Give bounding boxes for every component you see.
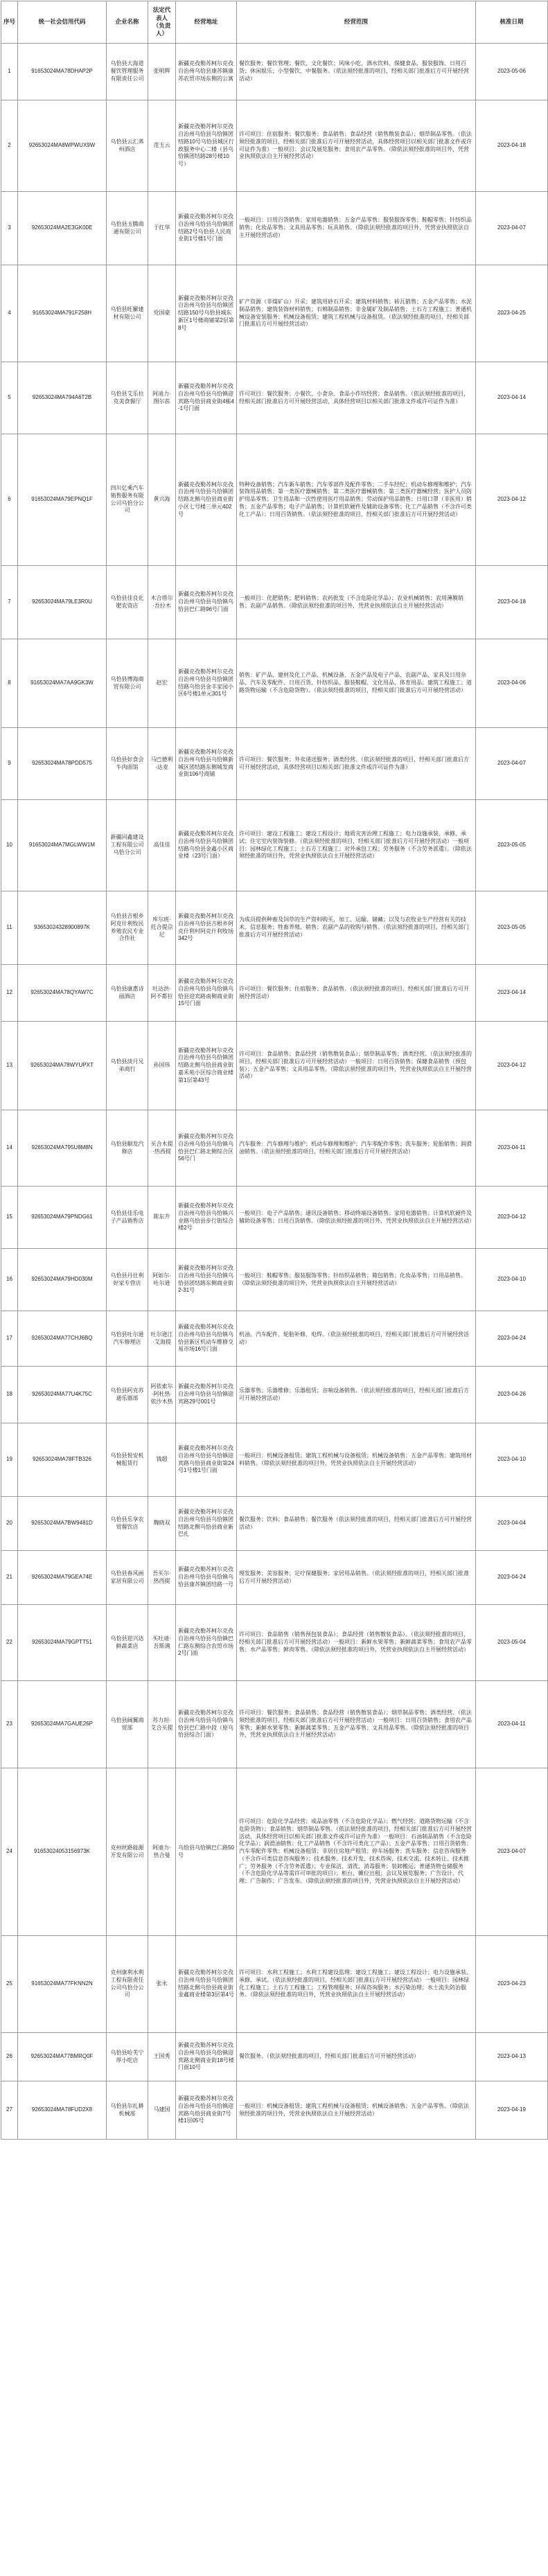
table-row <box>1 566 548 639</box>
cell-business-scope: 一般项目：机械设备租赁；建筑工程机械与设备租赁；机械设备销售；五金产品零售。（除依法须经批准的项目外，凭营业执照依法自主开展经营活动） <box>237 2081 476 2140</box>
cell-enterprise-name: 乌恰县哈芙宁厚小吃店 <box>107 2033 148 2081</box>
cell-seq: 5 <box>1 362 18 434</box>
cell-approval-date: 2023-04-10 <box>476 1249 548 1311</box>
cell-seq: 25 <box>1 1936 18 2033</box>
table-row <box>1 728 548 800</box>
table-row <box>1 1187 548 1249</box>
cell-credit-code: 92653024MA78FTB326 <box>18 1423 107 1497</box>
table-row <box>1 1605 548 1681</box>
cell-credit-code: 92653024MA79PNDG61 <box>18 1187 107 1249</box>
cell-address: 新疆克孜勒苏柯尔克孜自治州乌恰县乌恰镇迎宾路乌恰县商业街4栋4-1号门面 <box>176 362 237 434</box>
cell-business-scope: 许可项目：餐饮服务；外卖递送服务；酒类经营。（依法须经批准的项目，经相关部门批准后方可开展经营活动，具体经营项目以相关部门批准文件或许可证件为准） <box>237 728 476 800</box>
enterprise-registry-table <box>1 1 548 2140</box>
cell-enterprise-name: 乌恰县佳乐电子产品销售店 <box>107 1187 148 1249</box>
cell-address: 乌恰县乌恰镇巴仁路50号 <box>176 1768 237 1936</box>
cell-credit-code: 92653024MA79HD030M <box>18 1249 107 1311</box>
cell-address: 新疆克孜勒苏柯尔克孜自治州乌恰县乌恰镇乌恰县团结路东侧商业街2-31号 <box>176 1249 237 1311</box>
cell-business-scope: 矿产资源（非煤矿山）开采；建筑用砂石开采；建筑材料销售；砖瓦销售；五金产品零售；水泥制品销售；建筑装饰材料销售；石棉制品销售；非金属矿及制品销售；土石方工程施工；普通机械设备安装服务；机械设备租赁；建筑工程机械与设备租赁。（依法须经批准的项目，经相关部门批准后方可开展经营活动） <box>237 265 476 362</box>
cell-seq: 11 <box>1 891 18 965</box>
table-row <box>1 1768 548 1936</box>
cell-credit-code: 91653024MA7MGLWW1M <box>18 800 107 891</box>
cell-address: 新疆克孜勒苏柯尔克孜自治州乌恰县乌恰镇新城区团结路东侧城发商业街106号商铺 <box>176 728 237 800</box>
cell-approval-date: 2023-04-14 <box>476 362 548 434</box>
cell-approval-date: 2023-04-07 <box>476 192 548 265</box>
cell-legal-rep: 阿迪力·热合曼 <box>148 1768 176 1936</box>
table-row <box>1 639 548 728</box>
cell-credit-code: 92653024MA78FUD2X8 <box>18 2081 107 2140</box>
cell-credit-code: 91653024MA78DHAP2P <box>18 44 107 100</box>
header-row <box>1 1 548 44</box>
cell-business-scope: 许可项目：住宿服务；餐饮服务；食品销售；食品经营（销售散装食品）；烟草制品零售。（依法须经批准的项目，经相关部门批准后方可开展经营活动，具体经营项目以相关部门批准文件或许可证件为准）一般项目：会议及展览服务；食用农产品零售。（除依法须经批准的项目外，凭营业执照依法自主开展经营活动） <box>237 100 476 192</box>
cell-enterprise-name: 乌恰县艾乐拉克美食餐厅 <box>107 362 148 434</box>
cell-enterprise-name: 乌恰县博海商贸有限公司 <box>107 639 148 728</box>
cell-approval-date: 2023-05-05 <box>476 800 548 891</box>
table-row <box>1 265 548 362</box>
cell-credit-code: 92653024MA79LE3R0U <box>18 566 107 639</box>
cell-seq: 1 <box>1 44 18 100</box>
header-seq: 序号 <box>1 1 18 44</box>
cell-business-scope: 机油、汽车配件、轮胎补修、电焊。（依法须经批准的项目，经相关部门批准后方可开展经营活动） <box>237 1311 476 1367</box>
cell-approval-date: 2023-04-11 <box>476 1110 548 1187</box>
cell-approval-date: 2023-04-06 <box>476 639 548 728</box>
cell-business-scope: 乐器零售；乐器维修；乐器租赁；音响设备销售。（依法须经批准的项目，经相关部门批准后方可开展经营活动） <box>237 1367 476 1423</box>
cell-business-scope: 许可项目：危险化学品经营；成品油零售（不含危险化学品）；燃气经营；道路货物运输（不含危险货物）；食品销售；烟草制品零售。（依法须经批准的项目，经相关部门批准后方可开展经营活动，具体经营项目以相关部门批准文件或许可证件为准）一般项目：石油制品销售（不含危险化学品）；润滑油销售；化工产品销售（不含许可类化工产品）；五金产品零售；日用百货销售；汽车零配件零售；机械设备租赁；非居住房地产租赁；停车场服务；洗车服务；信息咨询服务（不含许可类信息咨询服务）；技术服务、技术开发、技术咨询、技术交流、技术转让、技术推广；劳务服务（不含劳务派遣）；专业保洁、清洗、消毒服务；装卸搬运；普通货物仓储服务（不含危险化学品等需许可审批的项目）；柜台、摊位出租；会议及展览服务；广告设计、代理；广告制作；广告发布。（除依法须经批准的项目外，凭营业执照依法自主开展经营活动） <box>237 1768 476 1936</box>
cell-address: 新疆克孜勒苏柯尔克孜自治州乌恰县乌恰镇乌恰县迎宾路南侧商业街15号门面 <box>176 965 237 1022</box>
cell-legal-rep: 木合塔尔·吾拉木 <box>148 566 176 639</box>
cell-seq: 3 <box>1 192 18 265</box>
cell-approval-date: 2023-04-07 <box>476 728 548 800</box>
table-row <box>1 1110 548 1187</box>
table-row <box>1 44 548 100</box>
cell-seq: 18 <box>1 1367 18 1423</box>
header-approval-date: 核准日期 <box>476 1 548 44</box>
cell-approval-date: 2023-04-10 <box>476 1423 548 1497</box>
table-row <box>1 362 548 434</box>
cell-approval-date: 2023-04-26 <box>476 1367 548 1423</box>
table-row <box>1 1423 548 1497</box>
cell-legal-rep: 阿依索尔·阿杜热·依沙木热 <box>148 1367 176 1423</box>
cell-seq: 15 <box>1 1187 18 1249</box>
cell-legal-rep: 钱超 <box>148 1423 176 1497</box>
cell-address: 新疆克孜勒苏柯尔克孜自治州乌恰县乌恰镇乌恰县巴仁路中段（原乌恰县综合门面） <box>176 1681 237 1768</box>
cell-business-scope: 餐饮服务；饮料；食品销售；餐饮服务（依法须经批准的项目，经相关部门批准后方可开展经营活动） <box>237 1497 476 1551</box>
cell-address: 新疆克孜勒苏柯尔克孜自治州乌恰县乌恰镇迎宾路乌恰县商业街第24号1号楼1号门面 <box>176 1423 237 1497</box>
cell-seq: 8 <box>1 639 18 728</box>
cell-enterprise-name: 乌恰县佳良化肥农资店 <box>107 566 148 639</box>
cell-legal-rep: 马建国 <box>148 2081 176 2140</box>
cell-seq: 4 <box>1 265 18 362</box>
cell-enterprise-name: 乌恰县云汇蒸州酒店 <box>107 100 148 192</box>
cell-business-scope: 一般项目：鞋帽零售；服装服饰零售；针纺织品销售；箱包销售；化妆品零售；日用品销售。（除依法须经批准的项目外，凭营业执照依法自主开展经营活动） <box>237 1249 476 1311</box>
cell-seq: 6 <box>1 434 18 566</box>
cell-enterprise-name: 乌恰县康惠诗丽酒店 <box>107 965 148 1022</box>
cell-legal-rep: 赵宏 <box>148 639 176 728</box>
cell-approval-date: 2023-04-12 <box>476 1022 548 1110</box>
table-row <box>1 1022 548 1110</box>
cell-credit-code: 92653024MA8WPWUX9W <box>18 100 107 192</box>
cell-seq: 19 <box>1 1423 18 1497</box>
cell-approval-date: 2023-04-25 <box>476 265 548 362</box>
cell-business-scope: 销售：矿产品、建材及化工产品、机械设备、五金产品及电子产品、农副产品、家具及日用杂品、汽车及零配件、日用百货、针纺织品、服装鞋帽、文化用品、体育用品；建筑工程施工；道路货物运输（不含危险货物）。（依法须经批准的项目，经相关部门批准后方可开展经营活动） <box>237 639 476 728</box>
cell-legal-rep: 库尔班·托合提尕尼 <box>148 891 176 965</box>
cell-address: 新疆克孜勒苏柯尔克孜自治州乌恰县乌恰镇迎宾路29号001号 <box>176 1367 237 1423</box>
header-business-scope: 经营范围 <box>237 1 476 44</box>
cell-business-scope: 许可项目：水利工程施工；水利工程建设监理；建设工程施工；建设工程设计；电力设施承装、承修、承试。（依法须经批准的项目，经相关部门批准后方可开展经营活动）一般项目：园林绿化工程施工；土石方工程施工；工程管理服务；环保咨询服务；水污染治理；水土流失防治服务。（除依法须经批准的项目外，凭营业执照依法自主开展经营活动） <box>237 1936 476 2033</box>
cell-address: 新疆克孜勒苏柯尔克孜自治州乌恰县乌恰镇团结路150号乌恰县城东新区1号楼商铺第2层第8号 <box>176 265 237 362</box>
cell-approval-date: 2023-04-11 <box>476 1681 548 1768</box>
cell-credit-code: 92653024MA78PDD575 <box>18 728 107 800</box>
cell-legal-rep: 买合木提·热西提 <box>148 1110 176 1187</box>
cell-credit-code: 92653024MA77CHJ6BQ <box>18 1311 107 1367</box>
cell-business-scope: 许可项目：建设工程施工；建设工程设计；地质灾害治理工程施工；电力设施承装、承修、承试；住宅室内装饰装修。（依法须经批准的项目，经相关部门批准后方可开展经营活动）一般项目：园林绿化工程施工；土石方工程施工；对外承包工程；劳务服务（不含劳务派遣）。（除依法须经批准的项目外，凭营业执照依法自主开展经营活动） <box>237 800 476 891</box>
cell-seq: 14 <box>1 1110 18 1187</box>
table-row <box>1 192 548 265</box>
cell-business-scope: 一般项目：电子产品销售；通讯设备销售；移动终端设备销售；家用电器销售；计算机软硬件及辅助设备零售；日用百货销售。（除依法须经批准的项目外，凭营业执照依法自主开展经营活动） <box>237 1187 476 1249</box>
table-body <box>1 44 548 2140</box>
cell-approval-date: 2023-05-05 <box>476 891 548 965</box>
cell-business-scope: 许可项目：食品销售；食品经营（销售散装食品）；烟草制品零售；酒类经营。（依法须经批准的项目，经相关部门批准后方可开展经营活动）一般项目：日用百货销售；保健食品销售（预包装）；五金产品零售；文具用品零售。（除依法须经批准的项目外，凭营业执照依法自主开展经营活动） <box>237 1022 476 1110</box>
cell-legal-rep: 于红华 <box>148 192 176 265</box>
table-row <box>1 965 548 1022</box>
cell-approval-date: 2023-04-12 <box>476 434 548 566</box>
table-row <box>1 1936 548 2033</box>
cell-address: 新疆克孜勒苏柯尔克孜自治州乌恰县乌恰镇巴仁路东侧综合农贸市场2号门面 <box>176 1605 237 1681</box>
cell-address: 新疆克孜勒苏柯尔克孜自治州乌恰县乌恰镇团结路北侧乌恰县商业街金鑫商业楼第3层第4号 <box>176 1936 237 2033</box>
cell-business-scope: 一般项目：机械设备租赁；建筑工程机械与设备租赁；机械设备销售；五金产品零售；建筑用材料销售。（除依法须经批准的项目外，凭营业执照依法自主开展经营活动） <box>237 1423 476 1497</box>
table-header <box>1 1 548 44</box>
table-row <box>1 891 548 965</box>
cell-legal-rep: 苏力坦·艾合买提 <box>148 1681 176 1768</box>
table-row <box>1 1249 548 1311</box>
cell-legal-rep: 王国秀 <box>148 2033 176 2081</box>
cell-seq: 27 <box>1 2081 18 2140</box>
cell-seq: 9 <box>1 728 18 800</box>
cell-enterprise-name: 克州康利水利工程有限责任公司乌恰分公司 <box>107 1936 148 2033</box>
cell-address: 新疆克孜勒苏柯尔克孜自治州乌恰县康苏镇康苏农贸市场东侧的公寓 <box>176 44 237 100</box>
cell-address: 新疆克孜勒苏柯尔克孜自治州乌恰县乌恰镇团结路北侧乌恰县商业街小区七号楼三单元402号 <box>176 434 237 566</box>
cell-seq: 12 <box>1 965 18 1022</box>
cell-seq: 26 <box>1 2033 18 2081</box>
table-row <box>1 1681 548 1768</box>
table-row <box>1 800 548 891</box>
cell-credit-code: 91653024MA79EPNQ1F <box>18 434 107 566</box>
header-enterprise-name: 企业名称 <box>107 1 148 44</box>
cell-enterprise-name: 乌恰县尔扎耕机械部 <box>107 2081 148 2140</box>
cell-approval-date: 2023-04-23 <box>476 1936 548 2033</box>
cell-legal-rep: 陈东升 <box>148 1187 176 1249</box>
cell-credit-code: 91653024MA7AA9GK3W <box>18 639 107 728</box>
cell-approval-date: 2023-04-14 <box>476 965 548 1022</box>
table-row <box>1 434 548 566</box>
cell-credit-code: 92653024MA77BMRQ0F <box>18 2033 107 2081</box>
cell-legal-rep: 买吐迪·吾斯满 <box>148 1605 176 1681</box>
cell-legal-rep: 吐尔逊江·艾海提 <box>148 1311 176 1367</box>
header-address: 经营地址 <box>176 1 237 44</box>
cell-seq: 7 <box>1 566 18 639</box>
cell-seq: 17 <box>1 1311 18 1367</box>
cell-business-scope: 餐饮服务；餐饮管理；餐饮、文化餐饮；风味小吃、酒水饮料、保健食品、服装服饰、日用百货；休闲娱乐；小型餐饮、中餐服务。（依法须经批准的项目，经相关部门批准后方可开展经营活动） <box>237 44 476 100</box>
cell-seq: 2 <box>1 100 18 192</box>
table-row <box>1 100 548 192</box>
cell-approval-date: 2023-04-04 <box>476 1497 548 1551</box>
cell-approval-date: 2023-04-07 <box>476 1768 548 1936</box>
cell-address: 新疆克孜勒苏柯尔克孜自治州乌恰县吉根乡阿克什利村阿克什利牧场342号 <box>176 891 237 965</box>
cell-address: 新疆克孜勒苏柯尔克孜自治州乌恰县乌恰镇团结路10号乌恰县城区行政服务中心二楼（县乌恰镇团结路28号楼10号） <box>176 100 237 192</box>
cell-legal-rep: 张明辉 <box>148 44 176 100</box>
cell-business-scope: 一般项目：日用百货销售；家用电器销售；五金产品零售；服装服饰零售；鞋帽零售；针纺织品销售；化妆品零售；文具用品零售；玩具销售。（除依法须经批准的项目外，凭营业执照依法自主开展经营活动） <box>237 192 476 265</box>
table-row <box>1 2033 548 2081</box>
cell-legal-rep: 高佳佳 <box>148 800 176 891</box>
cell-address: 新疆克孜勒苏柯尔克孜自治州乌恰县乌恰镇迎宾路北侧商业街18号楼门面10号 <box>176 2033 237 2081</box>
cell-credit-code: 92653024MA77U4K75C <box>18 1367 107 1423</box>
cell-enterprise-name: 乌恰县玉腾商通有限公司 <box>107 192 148 265</box>
cell-enterprise-name: 乌恰县阿克苏通乐器部 <box>107 1367 148 1423</box>
cell-legal-rep: 范玉云 <box>148 100 176 192</box>
table-row <box>1 1367 548 1423</box>
cell-seq: 21 <box>1 1551 18 1605</box>
cell-credit-code: 92653024MA2E3GK00E <box>18 192 107 265</box>
cell-approval-date: 2023-04-18 <box>476 566 548 639</box>
cell-business-scope: 许可项目：餐饮服务；小餐饮、小食杂、食品小作坊经营；食品销售。（依法须经批准的项目，经相关部门批准后方可开展经营活动，具体经营项目以相关部门批准文件或许可证件为准） <box>237 362 476 434</box>
cell-enterprise-name: 克州丝路能源开发有限公司 <box>107 1768 148 1936</box>
cell-enterprise-name: 乌恰县吉根乡阿克什利牧民养殖农民专业合作社 <box>107 891 148 965</box>
cell-approval-date: 2023-04-12 <box>476 1187 548 1249</box>
cell-enterprise-name: 乌恰县大海道餐饮管理服务有限责任公司 <box>107 44 148 100</box>
cell-address: 新疆克孜勒苏柯尔克孜自治州乌恰县乌恰镇乌恰县巴仁路北侧综合区56号门 <box>176 1110 237 1187</box>
cell-enterprise-name: 新疆同鑫建设工程有限公司乌恰分公司 <box>107 800 148 891</box>
table-row <box>1 1551 548 1605</box>
cell-legal-rep: 马巴德利·达麦 <box>148 728 176 800</box>
table-row <box>1 2081 548 2140</box>
cell-approval-date: 2023-04-19 <box>476 2081 548 2140</box>
cell-business-scope: 许可项目：餐饮服务；食品销售；食品经营（销售散装食品）；烟草制品零售；酒类经营。（依法须经批准的项目，经相关部门批准后方可开展经营活动）一般项目：日用百货销售；食用农产品零售；新鲜水果零售；新鲜蔬菜零售；五金产品零售；文具用品零售。（除依法须经批准的项目外，凭营业执照依法自主开展经营活动） <box>237 1681 476 1768</box>
cell-business-scope: 汽车服务：汽车修理与维护；机动车修理和维护；汽车零配件零售；洗车服务；轮胎销售；润滑油销售。（依法须经批准的项目，经相关部门批准后方可开展经营活动） <box>237 1110 476 1187</box>
header-legal-rep: 法定代表人（负责人） <box>148 1 176 44</box>
cell-enterprise-name: 乌恰县顺发汽修店 <box>107 1110 148 1187</box>
cell-legal-rep: 阿迪力·图尔荪 <box>148 362 176 434</box>
cell-enterprise-name: 乌恰县阔翼商贸部 <box>107 1681 148 1768</box>
cell-credit-code: 92653024MA7BW9481D <box>18 1497 107 1551</box>
cell-business-scope: 为成员提供种畜及饲草的生产资料购买，加工、运输、储藏；以及与农牧业生产经营有关的技术、信息服务；牲畜养殖、销售；农副产品的收购与销售。（依法须经批准的项目，经相关部门批准后方可开展经营活动） <box>237 891 476 965</box>
cell-address: 新疆克孜勒苏柯尔克孜自治州乌恰县乌恰镇乌恰县巴仁路96号门面 <box>176 566 237 639</box>
cell-credit-code: 93653024328900897K <box>18 891 107 965</box>
cell-approval-date: 2023-04-24 <box>476 1551 548 1605</box>
cell-legal-rep: 张永 <box>148 1936 176 2033</box>
cell-business-scope: 特种设备销售；汽车新车销售；汽车零部件及配件零售；二手车经纪；机动车修理和维护；汽车装饰用品销售；第一类医疗器械销售；第二类医疗器械销售；第三类医疗器械经营；医护人员防护用品零售；卫生用品和一次性使用医疗用品销售；劳动保护用品销售；日用口罩（非医用）销售；五金产品零售；电子产品销售；计算机软硬件及辅助设备零售；化工产品销售（不含许可类化工产品）；日用百货销售。（依法须经批准的项目，经相关部门批准后方可开展经营活动） <box>237 434 476 566</box>
cell-approval-date: 2023-04-24 <box>476 1311 548 1367</box>
table-row <box>1 1311 548 1367</box>
cell-address: 新疆克孜勒苏柯尔克孜自治州乌恰县乌恰镇团结路乌恰县金鑫小区商业楼（23号门面） <box>176 800 237 891</box>
cell-enterprise-name: 乌恰县乐享农贸餐饮店 <box>107 1497 148 1551</box>
cell-enterprise-name: 四川亿乘汽车销售服务有限公司乌恰分公司 <box>107 434 148 566</box>
cell-address: 新疆克孜勒苏柯尔克孜自治州乌恰县乌恰镇团结路乌恰县金丰家园小区6号楼1单元301号 <box>176 639 237 728</box>
cell-address: 新疆克孜勒苏柯尔克孜自治州乌恰县乌恰镇兴业路乌恰县步行街综合楼2号 <box>176 1187 237 1249</box>
cell-seq: 16 <box>1 1249 18 1311</box>
cell-seq: 20 <box>1 1497 18 1551</box>
cell-credit-code: 92653024MA78WYUPXT <box>18 1022 107 1110</box>
cell-seq: 22 <box>1 1605 18 1681</box>
cell-approval-date: 2023-04-18 <box>476 100 548 192</box>
cell-seq: 23 <box>1 1681 18 1768</box>
cell-enterprise-name: 乌恰县悦安机械租赁行 <box>107 1423 148 1497</box>
cell-enterprise-name: 乌恰县好食会牛肉面馆 <box>107 728 148 800</box>
cell-address: 新疆克孜勒苏柯尔克孜自治州乌恰县乌恰镇团结路北侧乌恰县商业新巴扎 <box>176 1497 237 1551</box>
cell-legal-rep: 吾买尔·热西提 <box>148 1551 176 1605</box>
cell-address: 新疆克孜勒苏柯尔克孜自治州乌恰县乌恰镇团结路北侧乌恰县商业街嘉禾苑小区综合商业楼第1层第43号 <box>176 1022 237 1110</box>
cell-legal-rep: 黄兴海 <box>148 434 176 566</box>
cell-seq: 10 <box>1 800 18 891</box>
cell-business-scope: 餐饮服务。（依法须经批准的项目，经相关部门批准后方可开展经营活动） <box>237 2033 476 2081</box>
cell-legal-rep: 吐达洪·阿不都拉 <box>148 965 176 1022</box>
cell-seq: 24 <box>1 1768 18 1936</box>
cell-credit-code: 92653024MA79GEA74E <box>18 1551 107 1605</box>
cell-business-scope: 许可项目：食品销售（销售预包装食品）；食品经营（销售散装食品）。（依法须经批准的项目，经相关部门批准后方可开展经营活动）一般项目：新鲜水果零售；新鲜蔬菜零售；食用农产品零售；水产品零售；鲜肉零售。（除依法须经批准的项目外，凭营业执照依法自主开展经营活动） <box>237 1605 476 1681</box>
header-credit-code: 统一社会信用代码 <box>18 1 107 44</box>
cell-credit-code: 91653024053156973K <box>18 1768 107 1936</box>
cell-credit-code: 92653024MA78QYAW7C <box>18 965 107 1022</box>
cell-enterprise-name: 乌恰县迎兴达鲜蔬菜店 <box>107 1605 148 1681</box>
cell-address: 新疆克孜勒苏柯尔克孜自治州乌恰县乌恰镇团结路2号乌恰县人民商业街1号楼1号门面 <box>176 192 237 265</box>
cell-enterprise-name: 乌恰县丹仕利好家专营店 <box>107 1249 148 1311</box>
cell-enterprise-name: 乌恰县春风画家居有限公司 <box>107 1551 148 1605</box>
cell-business-scope: 一般项目：化肥销售；肥料销售；农药批发（不含危险化学品）；农业机械销售；农用薄膜销售；农副产品销售。（除依法须经批准的项目外，凭营业执照依法自主开展经营活动） <box>237 566 476 639</box>
table-row <box>1 1497 548 1551</box>
cell-address: 新疆克孜勒苏柯尔克孜自治州乌恰县乌恰镇乌恰县新区机动车维修交易市场16号门面 <box>176 1311 237 1367</box>
cell-legal-rep: 阿如尔·吐尔逊 <box>148 1249 176 1311</box>
cell-credit-code: 91653024MA77FKNN2N <box>18 1936 107 2033</box>
cell-credit-code: 92653024MA7GAUE26P <box>18 1681 107 1768</box>
cell-approval-date: 2023-05-06 <box>476 44 548 100</box>
cell-credit-code: 91653024MA791F258H <box>18 265 107 362</box>
cell-address: 新疆克孜勒苏柯尔克孜自治州乌恰县乌恰镇迎宾路乌恰县商业街7号楼1层05号 <box>176 2081 237 2140</box>
cell-credit-code: 92653024MA79GPTT51 <box>18 1605 107 1681</box>
cell-credit-code: 92653024MA795U8M8N <box>18 1110 107 1187</box>
cell-legal-rep: 孙国伟 <box>148 1022 176 1110</box>
cell-approval-date: 2023-05-04 <box>476 1605 548 1681</box>
cell-address: 新疆克孜勒苏柯尔克孜自治州乌恰县乌恰镇乌恰县康苏镇团结路一号 <box>176 1551 237 1605</box>
cell-credit-code: 92653024MA794A6T2B <box>18 362 107 434</box>
cell-legal-rep: 党国豪 <box>148 265 176 362</box>
cell-enterprise-name: 乌恰县淡月兄弟商行 <box>107 1022 148 1110</box>
cell-enterprise-name: 乌恰县旺羅建材有限公司 <box>107 265 148 362</box>
cell-business-scope: 理发服务；美容服务；足疗保健服务；家居用品销售。（依法须经批准的项目，经相关部门批准后方可开展经营活动） <box>237 1551 476 1605</box>
cell-approval-date: 2023-04-13 <box>476 2033 548 2081</box>
cell-seq: 13 <box>1 1022 18 1110</box>
cell-legal-rep: 魏晓双 <box>148 1497 176 1551</box>
cell-enterprise-name: 乌恰县吐尔逊汽车修理店 <box>107 1311 148 1367</box>
cell-business-scope: 许可项目：餐饮服务；住宿服务；食品销售。（依法须经批准的项目，经相关部门批准后方可开展经营活动） <box>237 965 476 1022</box>
